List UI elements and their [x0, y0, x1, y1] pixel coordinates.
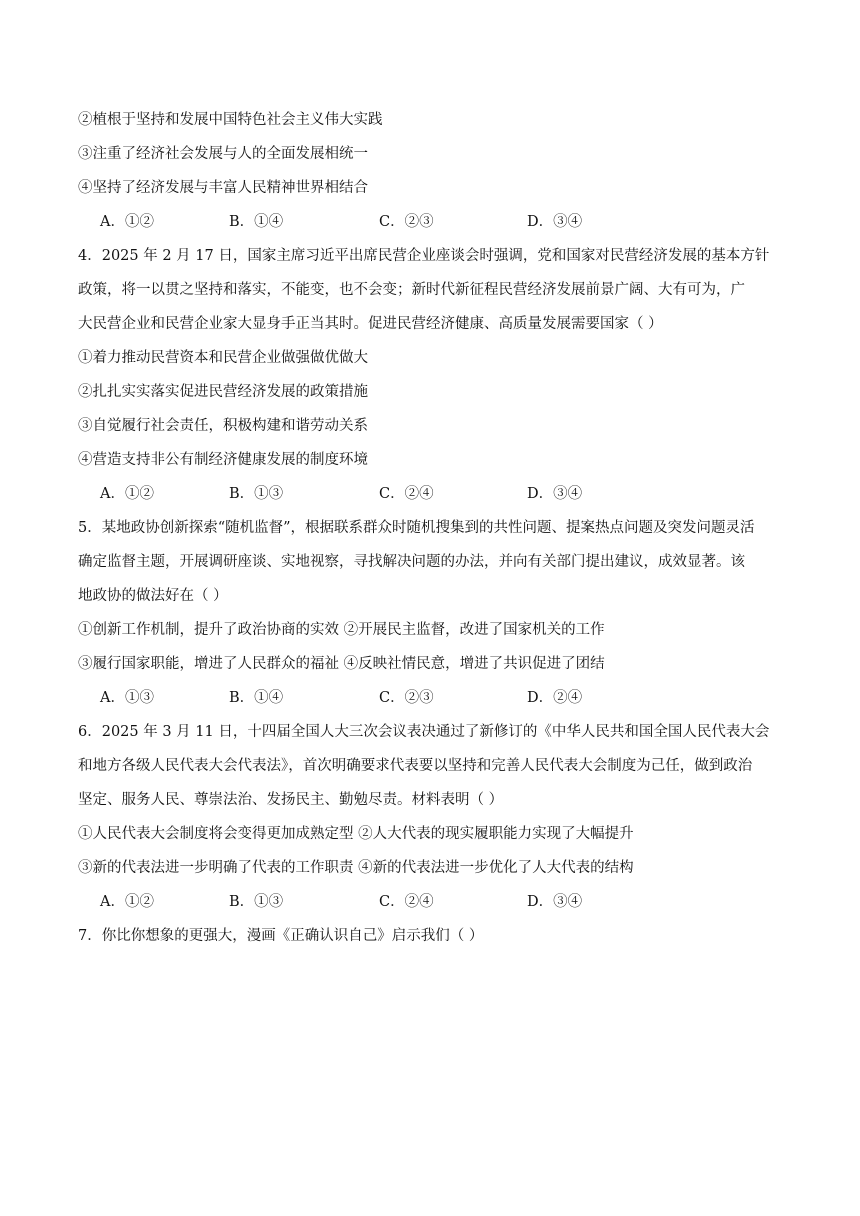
- q3-choice-c: C．②③: [379, 214, 434, 230]
- q4-stem-line-1: 4．2025 年 2 月 17 日，国家主席习近平出席民营企业座谈会时强调，党和国家对民营经济发展的基本方针: [78, 248, 770, 264]
- q5-option-row-2: ③履行国家职能，增进了人民群众的福祉 ④反映社情民意，增进了共识促进了团结: [78, 656, 605, 672]
- q7-stem: 7．你比你想象的更强大，漫画《正确认识自己》启示我们（ ）: [78, 928, 484, 944]
- q4-option-3: ③自觉履行社会责任，积极构建和谐劳动关系: [78, 418, 368, 434]
- q5-choice-d: D．②④: [527, 690, 583, 706]
- q6-stem-line-3: 坚定、服务人民、尊崇法治、发扬民主、勤勉尽责。材料表明（ ）: [78, 792, 504, 808]
- q4-choice-d: D．③④: [527, 486, 583, 502]
- q5-choice-c: C．②③: [379, 690, 434, 706]
- q6-answer-choices: [100, 892, 660, 912]
- q4-option-4: ④营造支持非公有制经济健康发展的制度环境: [78, 452, 368, 468]
- q4-choice-a: A．①②: [100, 486, 154, 502]
- q6-choice-a: A．①②: [100, 894, 154, 910]
- q6-option-row-2: ③新的代表法进一步明确了代表的工作职责 ④新的代表法进一步优化了人大代表的结构: [78, 860, 634, 876]
- q5-choice-a: A．①③: [100, 690, 154, 706]
- q4-choice-b: B．①③: [229, 486, 284, 502]
- q3-choice-a: A．①②: [100, 214, 154, 230]
- q6-choice-b: B．①③: [229, 894, 284, 910]
- q5-choice-b: B．①④: [229, 690, 284, 706]
- q4-answer-choices: [100, 484, 660, 504]
- q3-option-4: ④坚持了经济发展与丰富人民精神世界相结合: [78, 180, 368, 196]
- q6-option-row-1: ①人民代表大会制度将会变得更加成熟定型 ②人大代表的现实履职能力实现了大幅提升: [78, 826, 634, 842]
- q4-stem-line-2: 政策，将一以贯之坚持和落实，不能变，也不会变；新时代新征程民营经济发展前景广阔、大有可为，广: [78, 282, 745, 298]
- q4-stem-line-3: 大民营企业和民营企业家大显身手正当其时。促进民营经济健康、高质量发展需要国家（ ）: [78, 316, 663, 332]
- q4-option-2: ②扎扎实实落实促进民营经济发展的政策措施: [78, 384, 368, 400]
- q5-stem-line-2: 确定监督主题，开展调研座谈、实地视察，寻找解决问题的办法，并向有关部门提出建议，成效显著。该: [78, 554, 745, 570]
- q3-answer-choices: [100, 212, 660, 232]
- q5-stem-line-3: 地政协的做法好在（ ）: [78, 588, 228, 604]
- q3-option-2: ②植根于坚持和发展中国特色社会主义伟大实践: [78, 112, 383, 128]
- q5-option-row-1: ①创新工作机制，提升了政治协商的实效 ②开展民主监督，改进了国家机关的工作: [78, 622, 605, 638]
- q3-choice-d: D．③④: [527, 214, 583, 230]
- q3-option-3: ③注重了经济社会发展与人的全面发展相统一: [78, 146, 368, 162]
- q6-choice-d: D．③④: [527, 894, 583, 910]
- q4-option-1: ①着力推动民营资本和民营企业做强做优做大: [78, 350, 368, 366]
- q6-choice-c: C．②④: [379, 894, 434, 910]
- q5-stem-line-1: 5．某地政协创新探索“随机监督”，根据联系群众时随机搜集到的共性问题、提案热点问题及突发问题灵活: [78, 520, 755, 536]
- q6-stem-line-1: 6．2025 年 3 月 11 日，十四届全国人大三次会议表决通过了新修订的《中华人民共和国全国人民代表大会: [78, 724, 770, 740]
- q4-choice-c: C．②④: [379, 486, 434, 502]
- q5-answer-choices: [100, 688, 660, 708]
- q6-stem-line-2: 和地方各级人民代表大会代表法》，首次明确要求代表要以坚持和完善人民代表大会制度为己任，做到政治: [78, 758, 753, 774]
- q3-choice-b: B．①④: [229, 214, 284, 230]
